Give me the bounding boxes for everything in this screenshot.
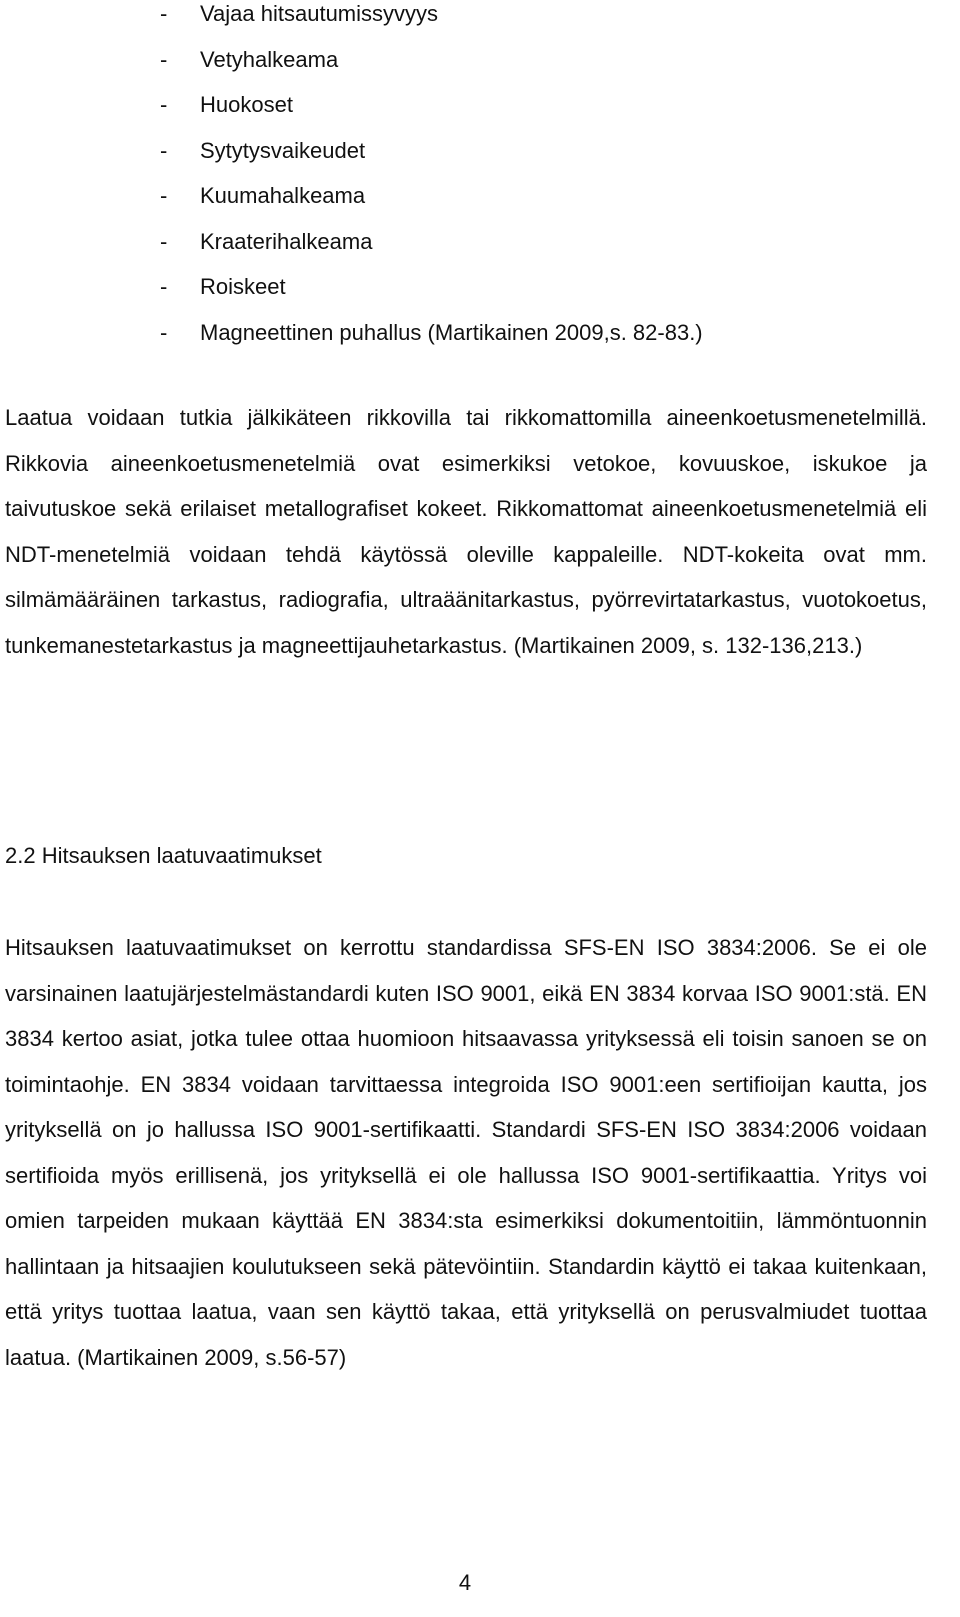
list-marker: - [160, 228, 168, 254]
list-item-text: Roiskeet [200, 274, 286, 299]
section-heading: 2.2 Hitsauksen laatuvaatimukset [5, 843, 322, 868]
list-marker: - [160, 274, 168, 299]
list-marker: - [160, 92, 168, 117]
list-marker: - [160, 137, 168, 163]
list-item [160, 128, 703, 174]
list-item [160, 264, 703, 310]
list-item [160, 37, 703, 83]
list-item [160, 173, 703, 219]
body-paragraph-testing: Laatua voidaan tutkia jälkikäteen rikkovilla tai rikkomattomilla aineenkoetusmenetelmillä. Rikkovia aineenkoetusmenetelmiä ovat esimerkiksi vetokoe, kovuuskoe, iskukoe ja taivutuskoe sekä erilaiset metallografiset kokeet. Rikkomattomat aineenkoetusmenetelmiä eli NDT-menetelmiä voidaan tehdä käytössä oleville kappaleille. NDT-kokeita ovat mm. silmämääräinen tarkastus, radiografia, ultraäänitarkastus, pyörrevirtatarkastus, vuotokoetus, tunkemanestetarkastus ja magneettijauhetarkastus. (Martikainen 2009, s. 132-136,213.) [5, 405, 927, 658]
list-item [160, 310, 703, 356]
list-item [160, 219, 703, 265]
defect-list [160, 0, 703, 355]
list-marker: - [160, 319, 168, 345]
list-item-text: Vetyhalkeama [200, 46, 339, 72]
list-item-text: Magneettinen puhallus (Martikainen 2009,s. 82-83.) [200, 319, 703, 345]
list-item-text: Huokoset [200, 92, 293, 117]
list-item-text: Kuumahalkeama [200, 183, 366, 208]
list-item [160, 82, 703, 128]
list-item-text: Kraaterihalkeama [200, 228, 373, 254]
list-item-text: Vajaa hitsautumissyvyys [200, 1, 439, 26]
list-marker: - [160, 1, 168, 26]
body-paragraph-quality-requirements: Hitsauksen laatuvaatimukset on kerrottu standardissa SFS-EN ISO 3834:2006. Se ei ole varsinainen laatujärjestelmästandardi kuten ISO 9001, eikä EN 3834 korvaa ISO 9001:stä. EN 3834 kertoo asiat, jotka tulee ottaa huomioon hitsaavassa yrityksessä eli toisin sanoen se on toimintaohje. EN 3834 voidaan tarvittaessa integroida ISO 9001:een sertifioijan kautta, jos yrityksellä on jo hallussa ISO 9001-sertifikaatti. Standardi SFS-EN ISO 3834:2006 voidaan sertifioida myös erillisenä, jos yrityksellä ei ole hallussa ISO 9001-sertifikaattia. Yritys voi omien tarpeiden mukaan käyttää EN 3834:sta esimerkiksi dokumentoitiin, lämmöntuonnin hallintaan ja hitsaajien koulutukseen sekä pätevöintiin. Standardin käyttö ei takaa kuitenkaan, että yritys tuottaa laatua, vaan sen käyttö takaa, että yrityksellä on perusvalmiudet tuottaa laatua. (Martikainen 2009, s.56-57) [5, 935, 927, 1370]
page-number: 4 [458, 1570, 472, 1595]
list-marker: - [160, 183, 168, 208]
list-marker: - [160, 46, 168, 72]
list-item-text: Sytytysvaikeudet [200, 137, 366, 163]
list-item [160, 0, 703, 37]
